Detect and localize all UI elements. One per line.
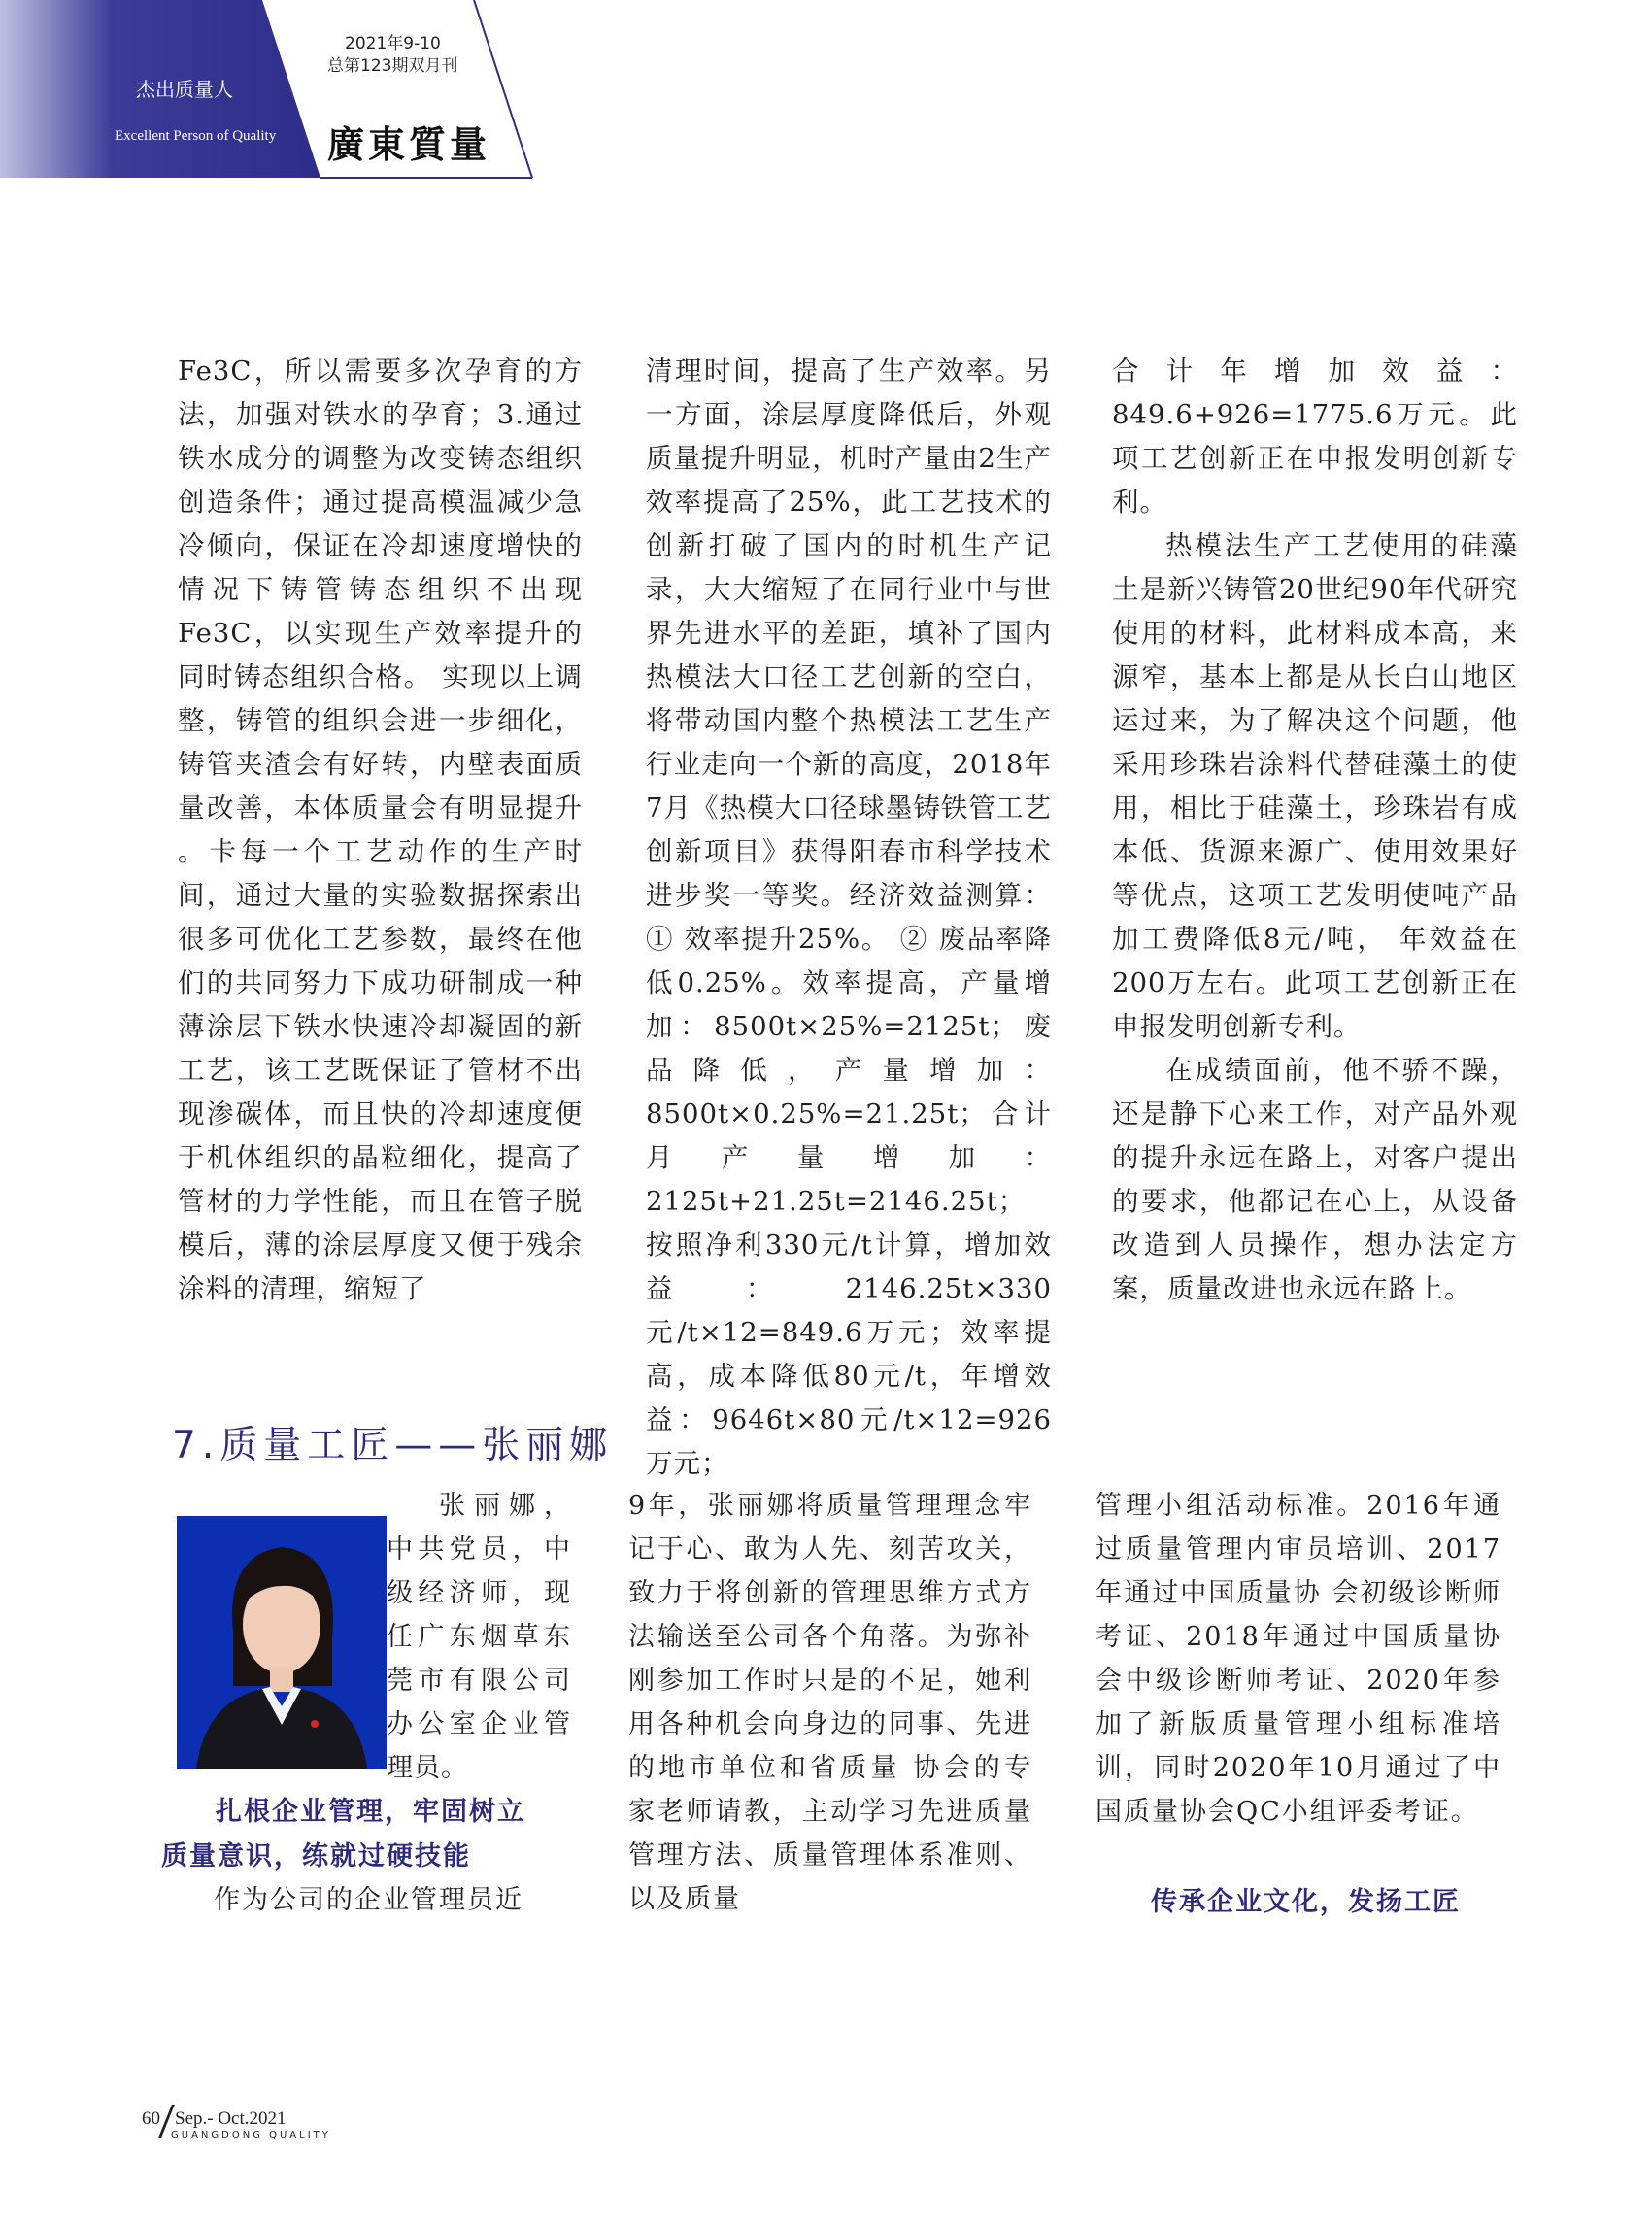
portrait-illustration	[177, 1516, 387, 1769]
article-column-1	[178, 350, 583, 1311]
article-col3-p3: 在成绩面前，他不骄不躁，还是静下心来工作，对产品外观的提升永远在路上，对客户提出的要求，他都记在心上，从设备改造到人员操作，想办法定方案，质量改进也永远在路上。	[1112, 1055, 1518, 1304]
magazine-logo: 廣東質量	[327, 122, 491, 166]
article-column-2	[646, 350, 1052, 1486]
section7-body-col1: 作为公司的企业管理员近	[214, 1885, 523, 1915]
article-col3-p1: 合计年增加效益：849.6+926=1775.6万元。此项工艺创新正在申报发明创新专利。	[1112, 355, 1518, 518]
subhead-1-line-1: 扎根企业管理，牢固树立	[216, 1797, 525, 1827]
column-name-en: Excellent Person of Quality	[115, 128, 277, 144]
issue-number: 总第123期双月刊	[327, 56, 458, 76]
footer-brand: GUANGDONG QUALITY	[171, 2130, 331, 2141]
column-name-cn: 杰出质量人	[136, 78, 233, 101]
page-number: 60	[142, 2108, 160, 2129]
intro-text: 张丽娜，中共党员，中级经济师，现任广东烟草东莞市有限公司办公室企业管理员。	[387, 1491, 571, 1783]
article-col2-text: 清理时间，提高了生产效率。另一方面，涂层厚度降低后，外观质量提升明显，机时产量由2生产效率提高了25%，此工艺技术的创新打破了国内的时机生产记录，大大缩短了在同行业中与世界先进水平的差距，填补了国内热模法大口径工艺创新的空白，将带动国内整个热模法工艺生产行业走向一个新的高度，2018年7月《热模大口径球墨铸铁管工艺创新项目》获得阳春市科学技术进步奖一等奖。经济效益测算：① 效率提升25%。 ② 废品率降低0.25%。效率提高，产量增加：8500t×25%=2125t；废品降低，产量增加：8500t×0.25%=21.25t；合计月产量增加：2125t+21.25t=2146.25t；按照净利330元/t计算，增加效益：2146.25t×330元/t×12=849.6万元；效率提高，成本降低80元/t，年增效益：9646t×80元/t×12=926万元；	[646, 355, 1052, 1479]
subhead-1-line-2: 质量意识，练就过硬技能	[161, 1841, 471, 1871]
article-col1-text: Fe3C，所以需要多次孕育的方法，加强对铁水的孕育；3.通过铁水成分的调整为改变铸态组织创造条件；通过提高模温减少急冷倾向，保证在冷却速度增快的情况下铸管铸态组织不出现Fe3C，以实现生产效率提升的同时铸态组织合格。 实现以上调整，铸管的组织会进一步细化，铸管夹渣会有好转，内壁表面质量改善，本体质量会有明显提升 。卡每一个工艺动作的生产时间，通过大量的实验数据探索出很多可优化工艺参数，最终在他们的共同努力下成功研制成一种薄涂层下铁水快速冷却凝固的新工艺，该工艺既保证了管材不出现渗碳体，而且快的冷却速度便于机体组织的晶粒细化，提高了管材的力学性能，而且在管子脱模后，薄的涂层厚度又便于残余涂料的清理，缩短了	[178, 355, 583, 1304]
intro-paragraph	[387, 1484, 571, 1790]
footer-date: Sep.- Oct.2021	[175, 2108, 287, 2129]
section7-body-col3: 管理小组活动标准。2016年通过质量管理内审员培训、2017年通过中国质量协 会初级诊断师考证、2018年通过中国质量协会中级诊断师考证、2020年参加了新版质量管理小组标准培训，同时2020年10月通过了中国质量协会QC小组评委考证。	[1096, 1491, 1501, 1827]
section7-body-col2: 9年，张丽娜将质量管理理念牢记于心、敢为人先、刻苦攻关，致力于将创新的管理思维方式方法输送至公司各个角落。为弥补刚参加工作时只是的不足，她利用各种机会向身边的同事、先进的地市单位和省质量 协会的专家老师请教，主动学习先进质量管理方法、质量管理体系准则、以及质量	[628, 1491, 1032, 1914]
section-title: 7.质量工匠——张丽娜	[172, 1424, 614, 1467]
article-column-3	[1112, 350, 1518, 1311]
page-footer	[142, 2108, 331, 2141]
issue-date: 2021年9-10	[345, 34, 441, 53]
portrait-photo	[177, 1516, 387, 1769]
article-col3-p2: 热模法生产工艺使用的硅藻土是新兴铸管20世纪90年代研究使用的材料，此材料成本高，来源窄，基本上都是从长白山地区运过来，为了解决这个问题，他采用珍珠岩涂料代替硅藻土的使用，相比于硅藻土，珍珠岩有成本低、货源来源广、使用效果好等优点，这项工艺发明使吨产品加工费降低8元/吨， 年效益在200万左右。此项工艺创新正在申报发明创新专利。	[1112, 530, 1518, 1042]
subhead-2: 传承企业文化，发扬工匠	[1151, 1887, 1461, 1917]
